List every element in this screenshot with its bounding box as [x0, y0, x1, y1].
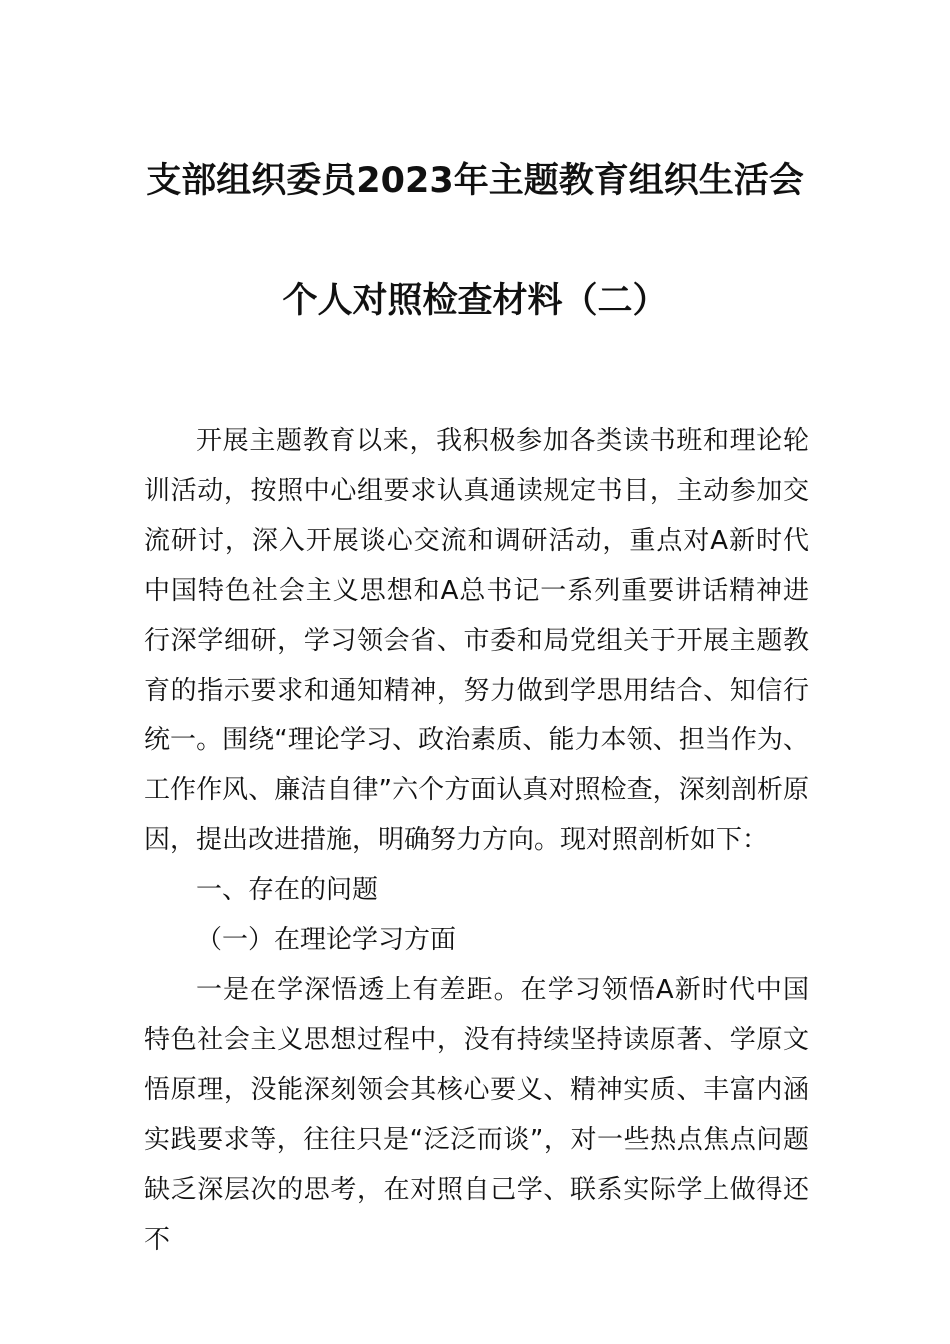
section-heading-problems: 一、存在的问题: [196, 875, 379, 906]
subsection-heading-theory-study: （一）在理论学习方面: [196, 925, 457, 956]
document-title-line-1: 支部组织委员2023年主题教育组织生活会: [146, 161, 804, 201]
document-title-line-2: 个人对照检查材料（二）: [282, 281, 668, 321]
document-body: [144, 417, 809, 1265]
intro-paragraph: 开展主题教育以来，我积极参加各类读书班和理论轮训活动，按照中心组要求认真通读规定书目，主动参加交流研讨，深入开展谈心交流和调研活动，重点对A新时代中国特色社会主义思想和A总书记一系列重要讲话精神进行深学细研，学习领会省、市委和局党组关于开展主题教育的指示要求和通知精神，努力做到学思用结合、知信行统一。围绕“理论学习、政治素质、能力本领、担当作为、工作作风、廉洁自律”六个方面认真对照检查，深刻剖析原因，提出改进措施，明确努力方向。现对照剖析如下：: [144, 426, 809, 856]
point-paragraph-1: 一是在学深悟透上有差距。在学习领悟A新时代中国特色社会主义思想过程中，没有持续坚持读原著、学原文悟原理，没能深刻领会其核心要义、精神实质、丰富内涵实践要求等，往往只是“泛泛而谈”，对一些热点焦点问题缺乏深层次的思考，在对照自己学、联系实际学上做得还不: [144, 974, 809, 1255]
